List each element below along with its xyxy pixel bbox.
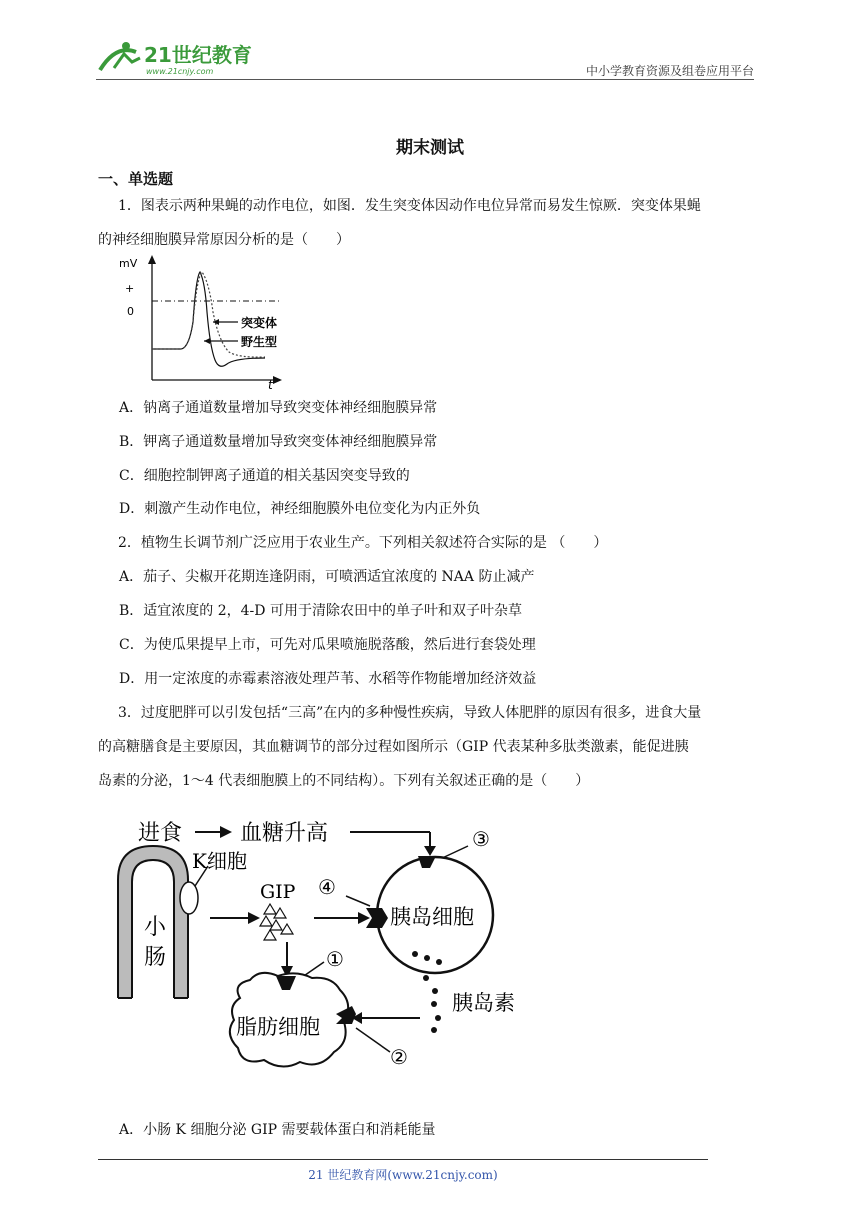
k-cell-label: K细胞 bbox=[192, 849, 247, 873]
footer-divider bbox=[98, 1159, 708, 1160]
gip-label: GIP bbox=[260, 881, 296, 903]
logo-sub-text: www.21cnjy.com bbox=[146, 67, 214, 76]
blood-sugar-diagram bbox=[100, 808, 540, 1083]
q2-option-b: B．适宜浓度的 2，4-D 可用于清除农田中的单子叶和双子叶杂草 bbox=[119, 603, 522, 619]
q2-line1: 2．植物生长调节剂广泛应用于农业生产。下列相关叙述符合实际的是 （ ） bbox=[118, 535, 608, 551]
fat-cell-label: 脂肪细胞 bbox=[236, 1015, 320, 1039]
intestine-label-1: 小 bbox=[144, 915, 167, 940]
wild-type-label: 野生型 bbox=[241, 335, 278, 349]
x-axis-label: t bbox=[268, 378, 273, 392]
q1-option-a: A．钠离子通道数量增加导致突变体神经细胞膜异常 bbox=[119, 400, 438, 416]
q1-line1: 1．图表示两种果蝇的动作电位，如图．发生突变体因动作电位异常而易发生惊厥．突变体果蝇 bbox=[118, 198, 701, 214]
marker-4: ④ bbox=[318, 875, 336, 899]
plus-label: + bbox=[125, 282, 135, 295]
logo-main-text: 21世纪教育 bbox=[144, 43, 252, 67]
mutant-label: 突变体 bbox=[241, 316, 278, 330]
q1-option-b: B．钾离子通道数量增加导致突变体神经细胞膜异常 bbox=[119, 434, 438, 450]
page-title: 期末测试 bbox=[396, 138, 464, 158]
eat-label: 进食 bbox=[138, 821, 183, 846]
q3-line3: 岛素的分泌，1～4 代表细胞膜上的不同结构）。下列有关叙述正确的是（ ） bbox=[98, 773, 590, 789]
q1-line2: 的神经细胞膜异常原因分析的是（ ） bbox=[98, 232, 350, 248]
q1-option-c: C．细胞控制钾离子通道的相关基因突变导致的 bbox=[119, 468, 410, 484]
q2-option-a: A．茄子、尖椒开花期连逢阴雨，可喷洒适宜浓度的 NAA 防止减产 bbox=[119, 569, 535, 585]
q1-option-d: D．刺激产生动作电位，神经细胞膜外电位变化为内正外负 bbox=[119, 501, 481, 517]
q3-option-a: A．小肠 K 细胞分泌 GIP 需要载体蛋白和消耗能量 bbox=[119, 1122, 436, 1138]
q3-line1: 3．过度肥胖可以引发包括“三高”在内的多种慢性疾病，导致人体肥胖的原因有很多，进食大量 bbox=[118, 705, 702, 721]
platform-name: 中小学教育资源及组卷应用平台 bbox=[585, 64, 754, 78]
intestine-label-2: 肠 bbox=[144, 945, 167, 970]
site-logo bbox=[96, 38, 256, 78]
insulin-label: 胰岛素 bbox=[452, 991, 515, 1015]
q2-option-d: D．用一定浓度的赤霉素溶液处理芦苇、水稻等作物能增加经济效益 bbox=[119, 671, 537, 687]
action-potential-figure bbox=[115, 252, 295, 392]
marker-2: ② bbox=[390, 1045, 408, 1069]
zero-label: 0 bbox=[127, 305, 134, 318]
footer-link[interactable]: 21 世纪教育网(www.21cnjy.com) bbox=[308, 1168, 498, 1182]
q2-option-c: C．为使瓜果提早上市，可先对瓜果喷施脱落酸，然后进行套袋处理 bbox=[119, 637, 536, 653]
islet-cell-label: 胰岛细胞 bbox=[390, 905, 474, 929]
section-heading: 一、单选题 bbox=[98, 170, 174, 188]
y-axis-label: mV bbox=[119, 257, 138, 270]
marker-1: ① bbox=[326, 947, 344, 971]
marker-3: ③ bbox=[472, 827, 490, 851]
header-divider bbox=[96, 79, 754, 80]
blood-sugar-label: 血糖升高 bbox=[240, 821, 329, 846]
q3-line2: 的高糖膳食是主要原因，其血糖调节的部分过程如图所示（GIP 代表某种多肽类激素，能促进胰 bbox=[98, 739, 689, 755]
